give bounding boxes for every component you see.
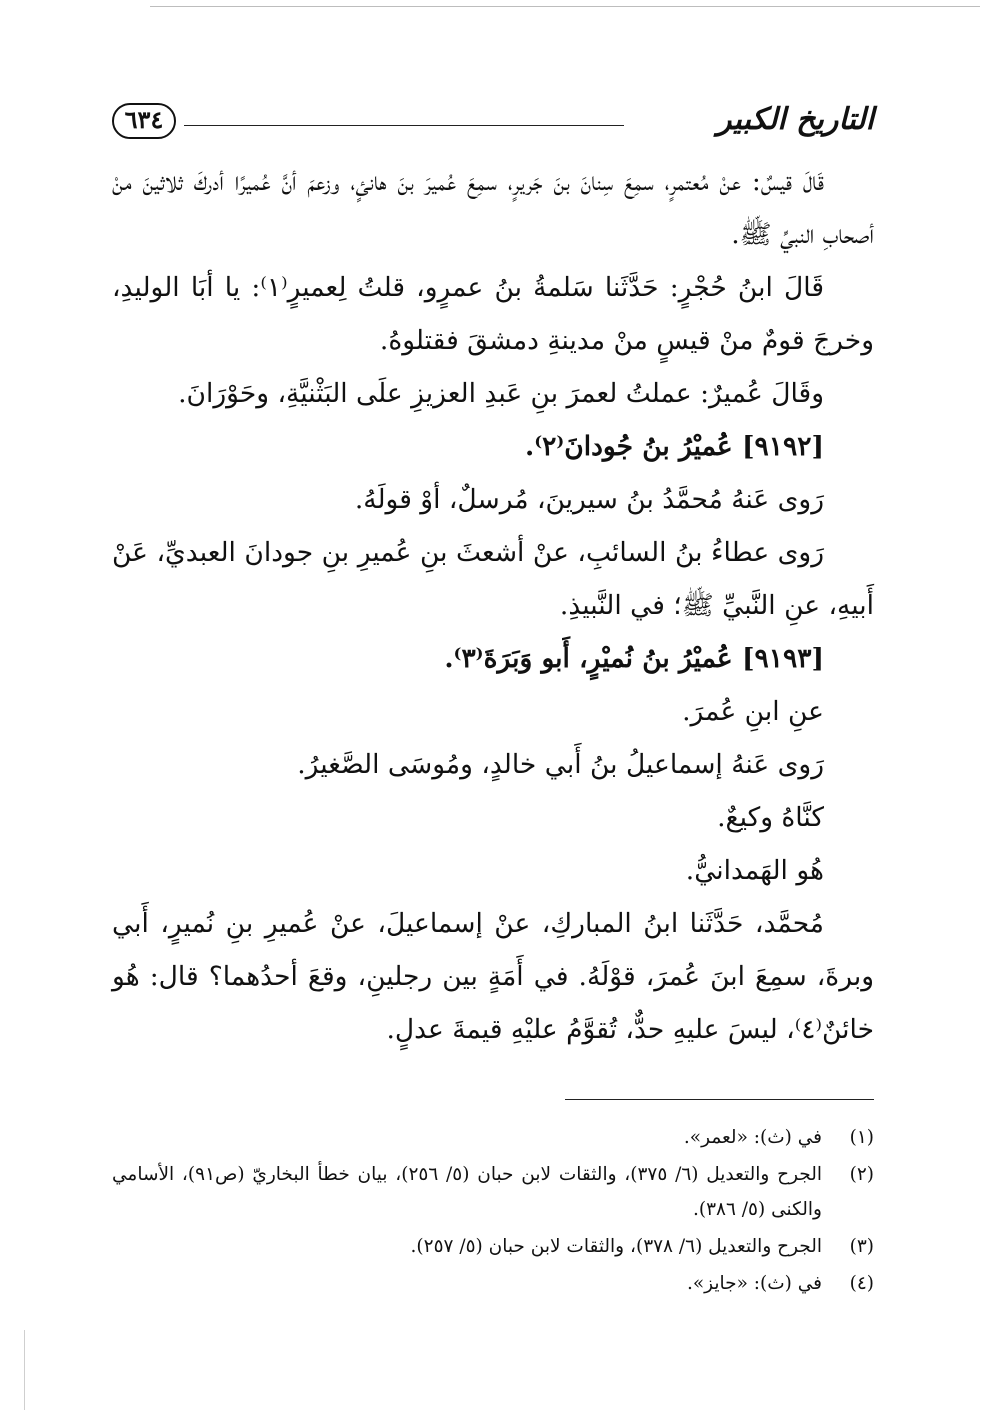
footnote (112, 1120, 874, 1155)
footnote-number: (١) (849, 1127, 874, 1148)
paragraph: عنِ ابنِ عُمرَ. (682, 696, 824, 727)
paragraph: قَالَ ابنُ حُجْرٍ: حَدَّثَنا سَلمةُ بنُ عمرٍو، قلتُ لِعميرٍ⁽١⁾: يا أبَا الوليدِ، وخرجَ قومٌ منْ قيسٍ منْ مدينةِ دمشقَ فقتلوهُ. (112, 272, 874, 356)
page-header (112, 100, 874, 148)
book-title: التاريخ الكبير (716, 102, 874, 137)
footnote-text: الجرح والتعديل (٦/ ٣٧٨)، والثقات لابن حبان (٥/ ٢٥٧). (410, 1236, 822, 1257)
paragraph: رَوى عطاءُ بنُ السائبِ، عنْ أشعثَ بنِ عُميرِ بنِ جودانَ العبديِّ، عَنْ أَبيهِ، عنِ النَّبيِّ ﷺ؛ في النَّبيذِ. (112, 537, 874, 621)
footnote-separator (565, 1099, 874, 1100)
footnote-number: (٤) (849, 1273, 874, 1294)
footnote-number: (٢) (849, 1164, 874, 1185)
paragraph: وقَالَ عُميرٌ: عملتُ لعمرَ بنِ عَبدِ العزيزِ علَى البَثْنيَّةِ، وحَوْرَانَ. (178, 378, 824, 409)
footnote-text: الجرح والتعديل (٦/ ٣٧٥)، والثقات لابن حبان (٥/ ٢٥٦)، بيان خطأ البخاريّ (ص٩١)، الأسامي والكنى (٥/ ٣٨٦). (112, 1164, 822, 1220)
footnote-number: (٣) (849, 1236, 874, 1257)
entry-heading: [٩١٩٢] عُميْرُ بنُ جُودانَ⁽٢⁾. (525, 431, 824, 462)
entry-heading: [٩١٩٣] عُميْرُ بنُ نُميْرٍ، أَبو وَبَرَةَ⁽٣⁾. (444, 643, 824, 674)
footnote (112, 1229, 874, 1264)
paragraph: قَالَ قيسٌ: عنْ مُعتمرٍ، سمِعَ سِنانَ بنَ جَريرٍ، سمِعَ عُميرَ بنَ هانئٍ، وزعمَ أنَّ عُميرًا أدركَ ثلاثينَ منْ أصحابِ النبيِّ ﷺ. (112, 166, 874, 250)
footnote (112, 1157, 874, 1227)
paragraph: رَوى عَنهُ مُحمَّدُ بنُ سيرينَ، مُرسلٌ، أوْ قولَهُ. (354, 484, 824, 515)
scan-artifact-top (150, 6, 980, 7)
page-number: ٦٣٤ (112, 103, 176, 139)
header-rule (184, 125, 624, 126)
scan-artifact-left (24, 1330, 25, 1410)
paragraph: مُحمَّد، حَدَّثَنا ابنُ المباركِ، عنْ إسماعيلَ، عنْ عُميرِ بنِ نُميرٍ، أَبي وبرةَ، سمِعَ ابنَ عُمرَ، قوْلَهُ. في أَمَةٍ بين رجلينِ، وقعَ أحدُهما؟ قال: هُو خائنٌ⁽٤⁾، ليسَ عليهِ حدٌّ، تُقوَّمُ عليْهِ قيمةَ عدلٍ. (112, 908, 874, 1045)
footnote (112, 1266, 874, 1301)
footnote-text: في (ث): «جايز». (686, 1273, 822, 1294)
paragraph: هُو الهَمدانيُّ. (685, 855, 824, 886)
main-text (112, 155, 874, 1056)
paragraph: رَوى عَنهُ إسماعيلُ بنُ أَبي خالدٍ، ومُوسَى الصَّغيرُ. (297, 749, 824, 780)
footnotes (112, 1120, 874, 1303)
paragraph: كنَّاهُ وكيعٌ. (717, 802, 824, 833)
footnote-text: في (ث): «لعمر». (683, 1127, 822, 1148)
